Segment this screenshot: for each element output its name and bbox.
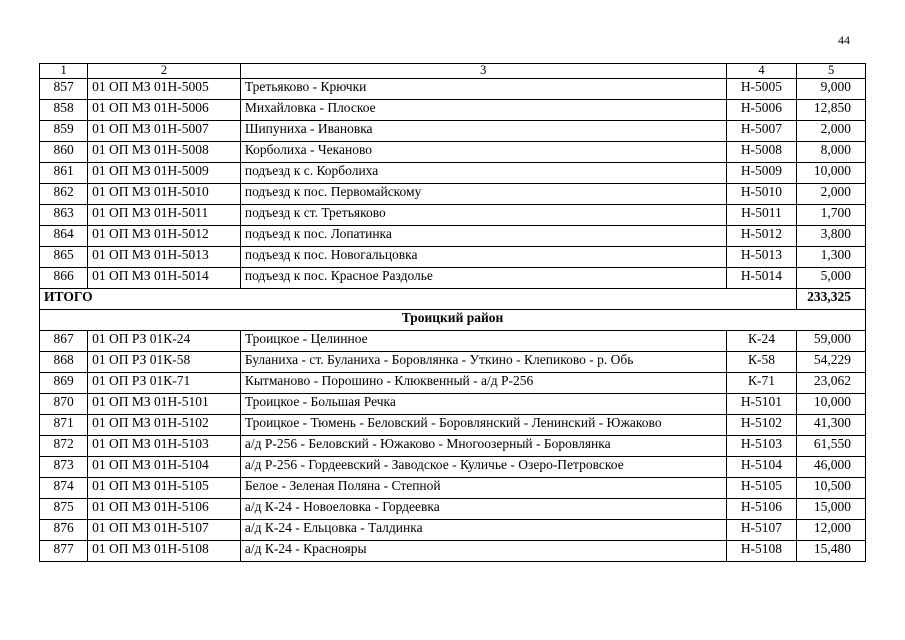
road-code: 01 ОП МЗ 01Н-5007 — [88, 121, 241, 142]
table-row — [40, 520, 866, 541]
table-row — [40, 121, 866, 142]
road-length: 23,062 — [797, 373, 866, 394]
row-number: 869 — [40, 373, 88, 394]
road-length: 46,000 — [797, 457, 866, 478]
road-index: Н-5014 — [726, 268, 797, 289]
road-code: 01 ОП МЗ 01Н-5102 — [88, 415, 241, 436]
table-row — [40, 436, 866, 457]
road-length: 10,000 — [797, 163, 866, 184]
total-value: 233,325 — [797, 289, 866, 310]
row-number: 860 — [40, 142, 88, 163]
header-col-3: 3 — [240, 64, 726, 79]
table-row — [40, 415, 866, 436]
road-code: 01 ОП МЗ 01Н-5014 — [88, 268, 241, 289]
header-col-1: 1 — [40, 64, 88, 79]
road-index: Н-5105 — [726, 478, 797, 499]
table-row — [40, 331, 866, 352]
row-number: 865 — [40, 247, 88, 268]
road-code: 01 ОП МЗ 01Н-5013 — [88, 247, 241, 268]
road-index: К-71 — [726, 373, 797, 394]
road-index: Н-5106 — [726, 499, 797, 520]
road-index: Н-5007 — [726, 121, 797, 142]
total-label: ИТОГО — [40, 289, 797, 310]
road-code: 01 ОП МЗ 01Н-5107 — [88, 520, 241, 541]
road-length: 2,000 — [797, 121, 866, 142]
road-index: Н-5011 — [726, 205, 797, 226]
road-code: 01 ОП МЗ 01Н-5104 — [88, 457, 241, 478]
table-row — [40, 142, 866, 163]
road-index: Н-5005 — [726, 79, 797, 100]
row-number: 863 — [40, 205, 88, 226]
road-name: Белое - Зеленая Поляна - Степной — [240, 478, 726, 499]
table-row — [40, 394, 866, 415]
road-length: 12,850 — [797, 100, 866, 121]
road-index: Н-5008 — [726, 142, 797, 163]
table-row — [40, 373, 866, 394]
row-number: 872 — [40, 436, 88, 457]
page-number: 44 — [838, 33, 850, 47]
road-name: а/д Р-256 - Гордеевский - Заводское - Куличье - Озеро-Петровское — [240, 457, 726, 478]
row-number: 867 — [40, 331, 88, 352]
header-col-2: 2 — [88, 64, 241, 79]
road-index: Н-5104 — [726, 457, 797, 478]
road-length: 15,000 — [797, 499, 866, 520]
road-length: 10,000 — [797, 394, 866, 415]
header-col-4: 4 — [726, 64, 797, 79]
road-code: 01 ОП МЗ 01Н-5008 — [88, 142, 241, 163]
table-row — [40, 478, 866, 499]
road-code: 01 ОП МЗ 01Н-5011 — [88, 205, 241, 226]
road-length: 12,000 — [797, 520, 866, 541]
road-code: 01 ОП МЗ 01Н-5101 — [88, 394, 241, 415]
row-number: 873 — [40, 457, 88, 478]
road-length: 1,700 — [797, 205, 866, 226]
road-index: Н-5013 — [726, 247, 797, 268]
road-name: подъезд к пос. Красное Раздолье — [240, 268, 726, 289]
table-row — [40, 268, 866, 289]
road-length: 1,300 — [797, 247, 866, 268]
table-row — [40, 163, 866, 184]
row-number: 877 — [40, 541, 88, 562]
section-title: Троицкий район — [40, 310, 866, 331]
table-row — [40, 79, 866, 100]
row-number: 858 — [40, 100, 88, 121]
road-index: Н-5107 — [726, 520, 797, 541]
road-index: Н-5010 — [726, 184, 797, 205]
row-number: 875 — [40, 499, 88, 520]
road-name: Буланиха - ст. Буланиха - Боровлянка - Уткино - Клепиково - р. Обь — [240, 352, 726, 373]
road-index: Н-5009 — [726, 163, 797, 184]
road-length: 15,480 — [797, 541, 866, 562]
road-index: Н-5006 — [726, 100, 797, 121]
row-number: 871 — [40, 415, 88, 436]
road-code: 01 ОП МЗ 01Н-5009 — [88, 163, 241, 184]
road-name: подъезд к пос. Лопатинка — [240, 226, 726, 247]
table-row — [40, 226, 866, 247]
road-code: 01 ОП МЗ 01Н-5012 — [88, 226, 241, 247]
road-index: К-24 — [726, 331, 797, 352]
road-length: 54,229 — [797, 352, 866, 373]
road-length: 9,000 — [797, 79, 866, 100]
row-number: 874 — [40, 478, 88, 499]
road-length: 2,000 — [797, 184, 866, 205]
road-index: К-58 — [726, 352, 797, 373]
roads-table — [39, 63, 866, 562]
section-header-row — [40, 310, 866, 331]
road-name: Третьяково - Крючки — [240, 79, 726, 100]
road-code: 01 ОП МЗ 01Н-5105 — [88, 478, 241, 499]
road-name: подъезд к пос. Новогальцовка — [240, 247, 726, 268]
road-index: Н-5101 — [726, 394, 797, 415]
road-index: Н-5012 — [726, 226, 797, 247]
road-name: Троицкое - Целинное — [240, 331, 726, 352]
road-code: 01 ОП МЗ 01Н-5103 — [88, 436, 241, 457]
road-code: 01 ОП РЗ 01К-24 — [88, 331, 241, 352]
road-index: Н-5108 — [726, 541, 797, 562]
table-row — [40, 247, 866, 268]
road-name: а/д К-24 - Краснояры — [240, 541, 726, 562]
header-col-5: 5 — [797, 64, 866, 79]
road-name: Шипуниха - Ивановка — [240, 121, 726, 142]
road-name: а/д Р-256 - Беловский - Южаково - Многоозерный - Боровлянка — [240, 436, 726, 457]
road-code: 01 ОП МЗ 01Н-5108 — [88, 541, 241, 562]
road-name: Кытманово - Порошино - Клюквенный - а/д Р-256 — [240, 373, 726, 394]
road-name: а/д К-24 - Ельцовка - Талдинка — [240, 520, 726, 541]
row-number: 876 — [40, 520, 88, 541]
road-name: Корболиха - Чеканово — [240, 142, 726, 163]
road-name: подъезд к ст. Третьяково — [240, 205, 726, 226]
road-name: Троицкое - Тюмень - Беловский - Боровлянский - Ленинский - Южаково — [240, 415, 726, 436]
row-number: 866 — [40, 268, 88, 289]
road-code: 01 ОП РЗ 01К-71 — [88, 373, 241, 394]
road-code: 01 ОП РЗ 01К-58 — [88, 352, 241, 373]
road-index: Н-5103 — [726, 436, 797, 457]
table-row — [40, 352, 866, 373]
road-code: 01 ОП МЗ 01Н-5010 — [88, 184, 241, 205]
road-name: Троицкое - Большая Речка — [240, 394, 726, 415]
total-row — [40, 289, 866, 310]
road-code: 01 ОП МЗ 01Н-5106 — [88, 499, 241, 520]
road-code: 01 ОП МЗ 01Н-5005 — [88, 79, 241, 100]
road-name: а/д К-24 - Новоеловка - Гордеевка — [240, 499, 726, 520]
road-length: 61,550 — [797, 436, 866, 457]
row-number: 868 — [40, 352, 88, 373]
road-code: 01 ОП МЗ 01Н-5006 — [88, 100, 241, 121]
road-name: подъезд к с. Корболиха — [240, 163, 726, 184]
table-row — [40, 499, 866, 520]
row-number: 862 — [40, 184, 88, 205]
road-length: 41,300 — [797, 415, 866, 436]
road-name: подъезд к пос. Первомайскому — [240, 184, 726, 205]
road-index: Н-5102 — [726, 415, 797, 436]
table-header-row — [40, 64, 866, 79]
table-row — [40, 541, 866, 562]
table-row — [40, 457, 866, 478]
table-row — [40, 184, 866, 205]
row-number: 864 — [40, 226, 88, 247]
road-length: 10,500 — [797, 478, 866, 499]
road-length: 5,000 — [797, 268, 866, 289]
road-name: Михайловка - Плоское — [240, 100, 726, 121]
row-number: 857 — [40, 79, 88, 100]
road-length: 8,000 — [797, 142, 866, 163]
row-number: 859 — [40, 121, 88, 142]
row-number: 861 — [40, 163, 88, 184]
table-row — [40, 205, 866, 226]
table-row — [40, 100, 866, 121]
row-number: 870 — [40, 394, 88, 415]
road-length: 59,000 — [797, 331, 866, 352]
road-length: 3,800 — [797, 226, 866, 247]
